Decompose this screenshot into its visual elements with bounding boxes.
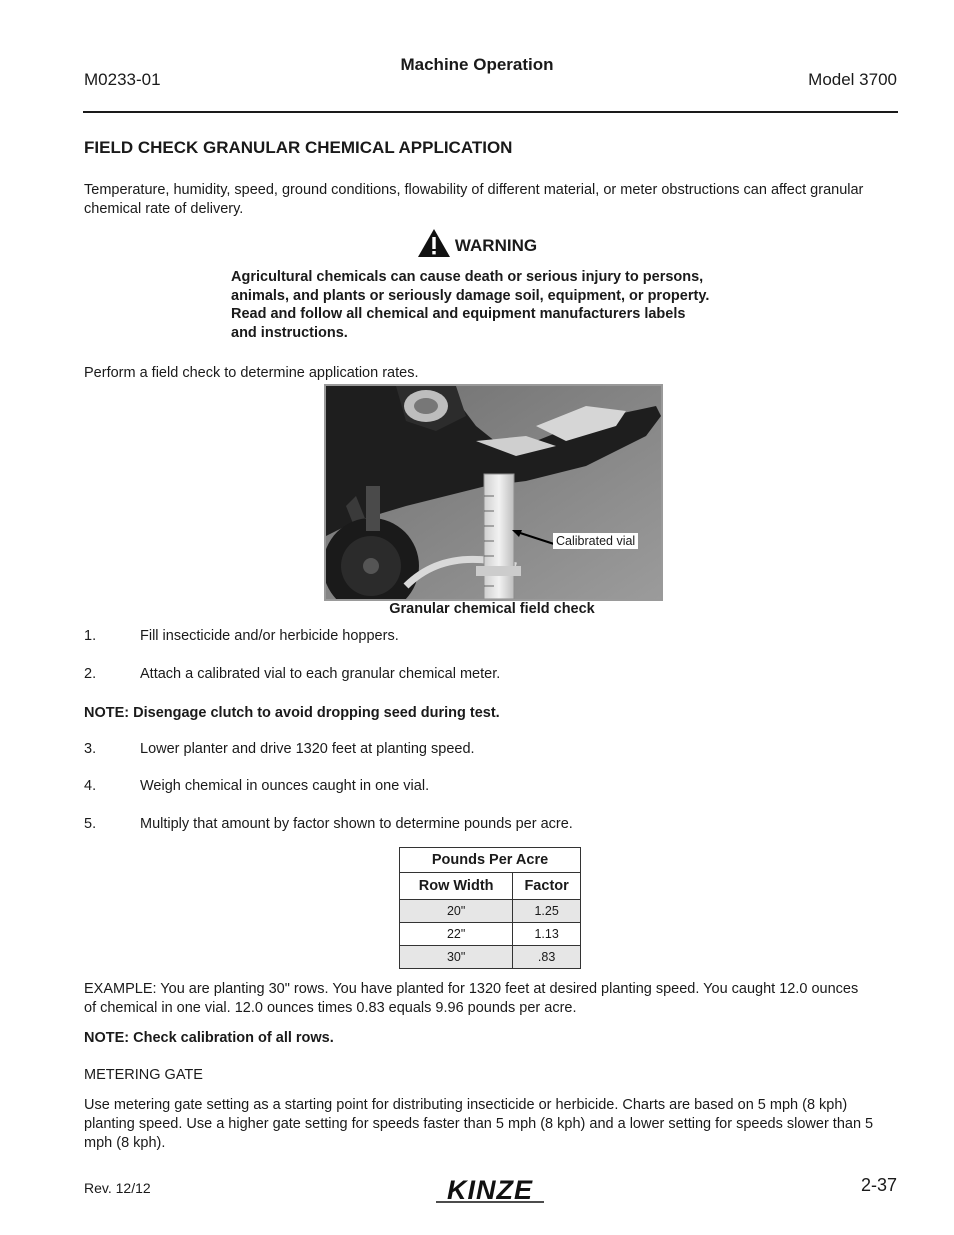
note-calibration: NOTE: Check calibration of all rows. (84, 1030, 334, 1046)
header-rule (83, 111, 898, 113)
step-text: Lower planter and drive 1320 feet at planting speed. (140, 741, 475, 757)
figure-caption: Granular chemical field check (389, 601, 595, 617)
step-text: Multiply that amount by factor shown to determine pounds per acre. (140, 816, 573, 832)
metering-gate-heading: METERING GATE (84, 1067, 203, 1083)
step-text: Fill insecticide and/or herbicide hoppers. (140, 628, 399, 644)
factor-cell: .83 (513, 946, 581, 969)
row-width-cell: 22" (400, 923, 513, 946)
photo-illustration (326, 386, 661, 599)
warning-line: Read and follow all chemical and equipment manufacturers labels (231, 306, 686, 322)
warning-text (231, 268, 771, 342)
model-name: Model 3700 (808, 70, 897, 89)
warning-heading (0, 228, 954, 258)
perform-text: Perform a field check to determine application rates. (84, 365, 419, 381)
step-text: Attach a calibrated vial to each granular chemical meter. (140, 666, 501, 682)
logo-text: KINZE (447, 1175, 533, 1205)
step-number: 5. (84, 816, 97, 832)
factor-cell: 1.13 (513, 923, 581, 946)
page-number: 2-37 (860, 1175, 897, 1195)
step-number: 2. (84, 666, 97, 682)
field-check-photo (324, 384, 663, 601)
note-clutch: NOTE: Disengage clutch to avoid dropping seed during test. (84, 705, 500, 721)
warning-triangle-icon (417, 228, 451, 258)
warning-line: animals, and plants or seriously damage soil, equipment, or property. (231, 287, 710, 304)
row-width-cell: 20" (400, 900, 513, 923)
table-row (400, 900, 581, 923)
step-number: 3. (84, 741, 97, 757)
table-title: Pounds Per Acre (400, 848, 581, 873)
column-header-factor: Factor (513, 873, 581, 900)
vial-callout: Calibrated vial (553, 533, 638, 549)
warning-line: and instructions. (231, 324, 348, 341)
warning-label: WARNING (454, 236, 538, 255)
revision-date: Rev. 12/12 (84, 1180, 151, 1196)
step-number: 1. (84, 628, 97, 644)
step-text: Weigh chemical in ounces caught in one vial. (140, 778, 430, 794)
factor-cell: 1.25 (513, 900, 581, 923)
metering-gate-paragraph: Use metering gate setting as a starting point for distributing insecticide or herbicide. Charts are based on 5 mph (8 kph) planting speed. Use a higher gate setting for speeds faster than 5 mph (8 kph) and a lower setting for speeds slower than 5 mph (8 kph). (84, 1097, 874, 1151)
kinze-logo (430, 1175, 550, 1205)
doc-number: M0233-01 (84, 70, 161, 89)
row-width-cell: 30" (400, 946, 513, 969)
section-title: FIELD CHECK GRANULAR CHEMICAL APPLICATION (84, 138, 513, 157)
table-row (400, 946, 581, 969)
table-row (400, 923, 581, 946)
pounds-per-acre-table (399, 847, 581, 969)
step-number: 4. (84, 778, 97, 794)
section-name: Machine Operation (400, 55, 554, 74)
column-header-row-width: Row Width (400, 873, 513, 900)
intro-paragraph: Temperature, humidity, speed, ground conditions, flowability of different material, or meter obstructions can affect granular chemical rate of delivery. (84, 182, 864, 217)
example-paragraph: EXAMPLE: You are planting 30" rows. You have planted for 1320 feet at desired planting speed. You caught 12.0 ounces of chemical in one vial. 12.0 ounces times 0.83 equals 9.96 pounds per acre. (84, 981, 859, 1016)
warning-line: Agricultural chemicals can cause death or serious injury to persons, (231, 269, 704, 285)
